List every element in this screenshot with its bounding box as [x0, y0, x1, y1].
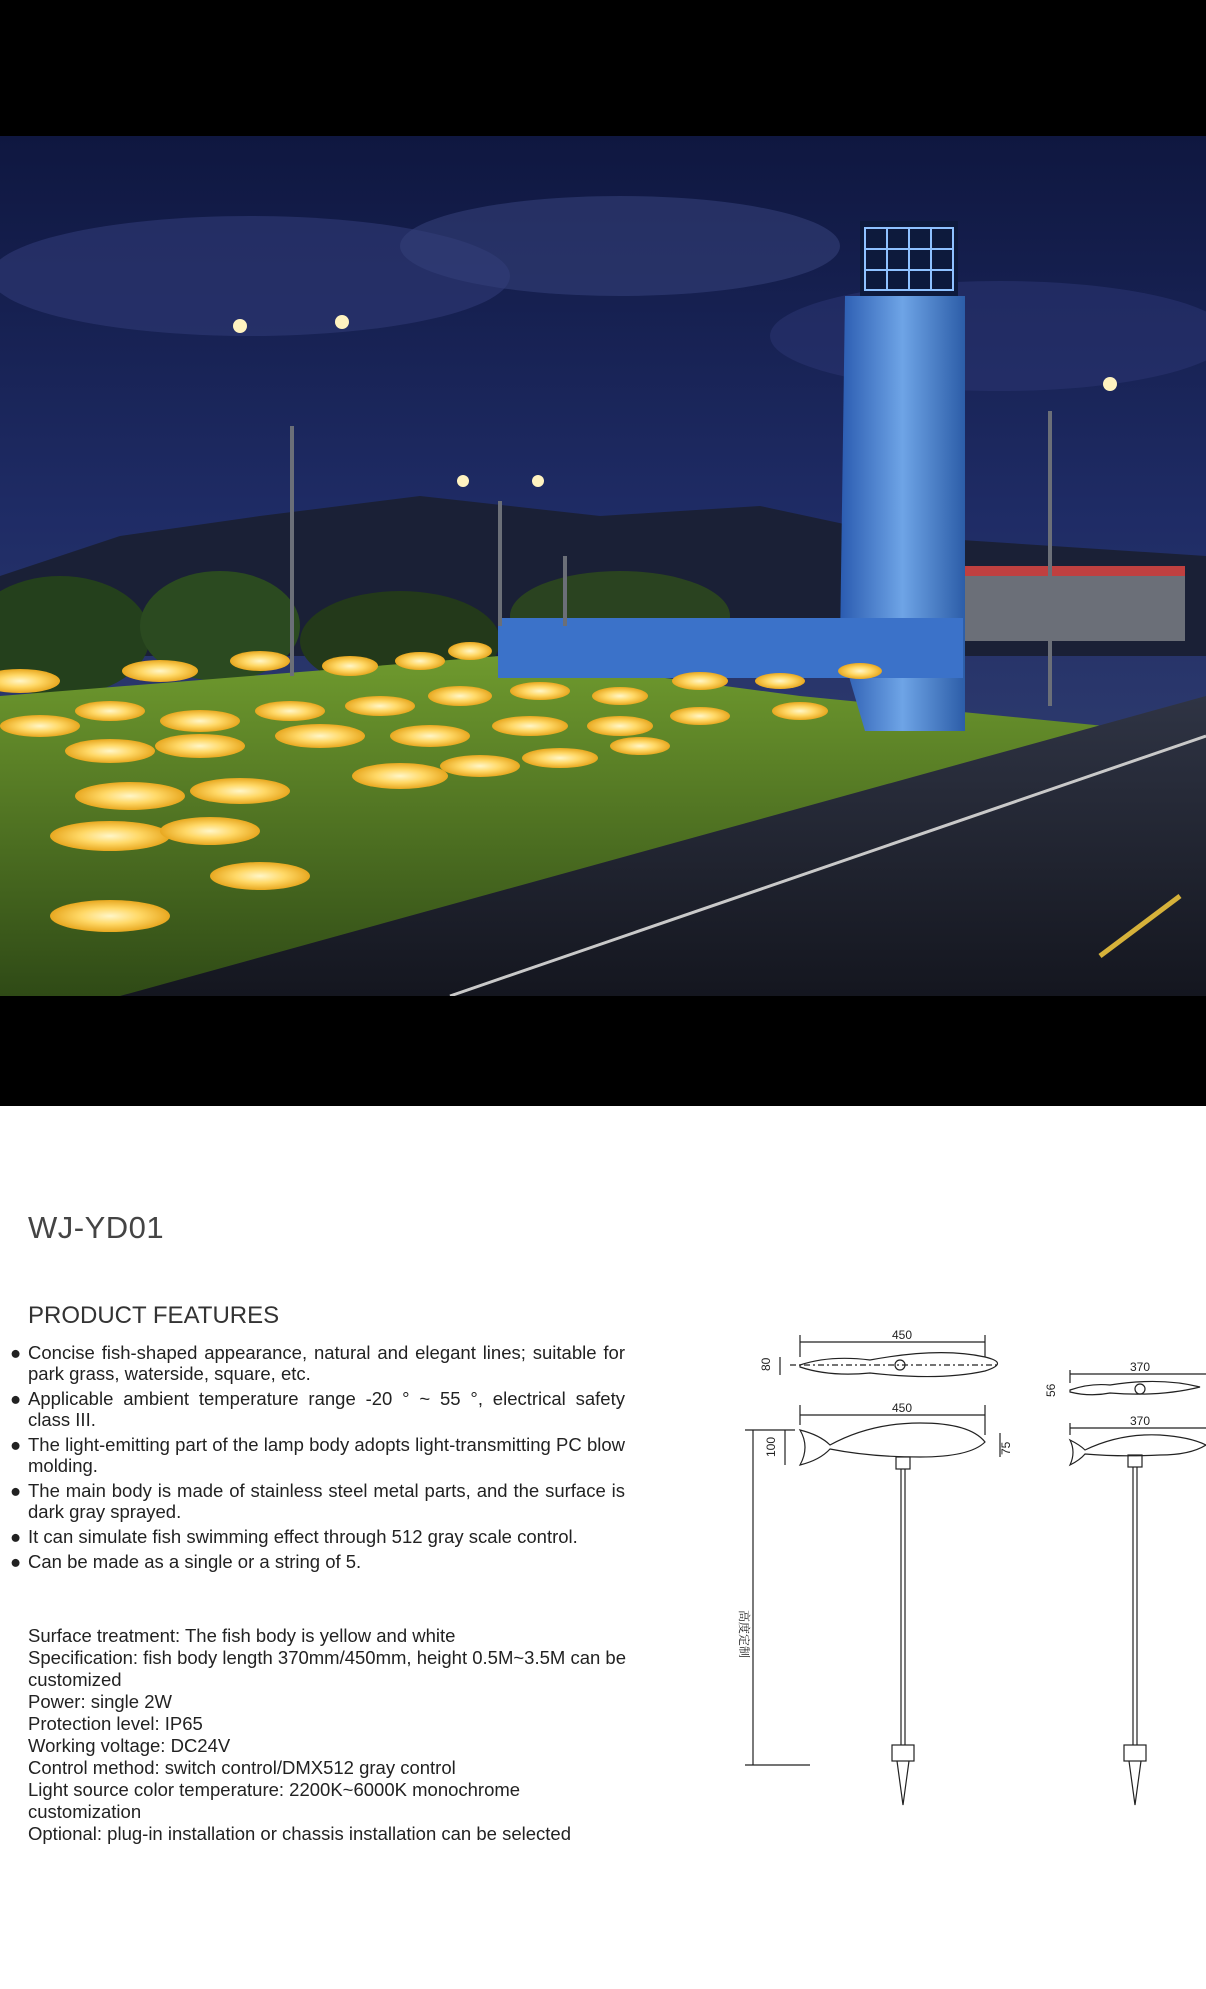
spec-line: Working voltage: DC24V [28, 1735, 231, 1756]
spec-line: Optional: plug-in installation or chassis installation can be selected [28, 1823, 571, 1844]
feature-item [10, 1526, 625, 1547]
model-number: WJ-YD01 [28, 1210, 165, 1245]
small-fish-top-hole [1135, 1384, 1145, 1394]
spec-line: Light source color temperature: 2200K~6000K monochrome customization [28, 1779, 521, 1822]
spec-line: Protection level: IP65 [28, 1713, 203, 1734]
small-fish-side-outline [1070, 1435, 1206, 1465]
dimension-drawing [710, 1305, 1206, 1845]
feature-text: Applicable ambient temperature range -20 ° ~ 55 °, electrical safety class III. [28, 1388, 625, 1430]
bullet-icon: ● [10, 1480, 22, 1501]
feature-item [10, 1388, 625, 1430]
small-length-label-side: 370 [1130, 1414, 1151, 1428]
features-heading: PRODUCT FEATURES [28, 1302, 280, 1329]
large-side-height-label: 100 [764, 1436, 778, 1457]
bullet-icon: ● [10, 1434, 22, 1455]
spec-line: Power: single 2W [28, 1691, 172, 1712]
spec-line: Specification: fish body length 370mm/450mm, height 0.5M~3.5M can be customized [28, 1647, 626, 1690]
feature-item [10, 1551, 625, 1572]
large-fish-side-outline [800, 1423, 985, 1465]
small-fish-base [1124, 1745, 1146, 1761]
large-fish-base [892, 1745, 914, 1761]
small-fish-mount-bracket [1128, 1455, 1142, 1467]
feature-list [10, 1342, 625, 1576]
spec-line: Control method: switch control/DMX512 gray control [28, 1757, 456, 1778]
large-length-label: 450 [892, 1328, 913, 1342]
feature-text: It can simulate fish swimming effect through 512 gray scale control. [28, 1526, 578, 1547]
height-custom-label: 高度定制 [737, 1610, 751, 1659]
large-fish-spike [897, 1761, 909, 1805]
bullet-icon: ● [10, 1342, 22, 1363]
feature-text: The light-emitting part of the lamp body adopts light-transmitting PC blow molding. [28, 1434, 625, 1476]
feature-text: Can be made as a single or a string of 5. [28, 1551, 362, 1572]
large-top-height-label: 80 [759, 1357, 773, 1371]
feature-text: Concise fish-shaped appearance, natural and elegant lines; suitable for park grass, waterside, square, etc. [28, 1342, 625, 1384]
large-tail-height-label: 75 [999, 1441, 1013, 1455]
feature-item [10, 1480, 625, 1522]
night-scene-photo [0, 136, 1206, 996]
spec-list [28, 1625, 628, 1845]
small-fish-spike [1129, 1761, 1141, 1805]
small-top-height-label: 56 [1044, 1383, 1058, 1397]
feature-text: The main body is made of stainless steel metal parts, and the surface is dark gray sprayed. [28, 1480, 625, 1522]
bullet-icon: ● [10, 1551, 22, 1572]
bullet-icon: ● [10, 1388, 22, 1409]
feature-item [10, 1342, 625, 1384]
spec-line: Surface treatment: The fish body is yellow and white [28, 1625, 456, 1646]
large-length-label-side: 450 [892, 1401, 913, 1415]
small-length-label: 370 [1130, 1360, 1151, 1374]
feature-item [10, 1434, 625, 1476]
large-fish-mount-bracket [896, 1457, 910, 1469]
bullet-icon: ● [10, 1526, 22, 1547]
